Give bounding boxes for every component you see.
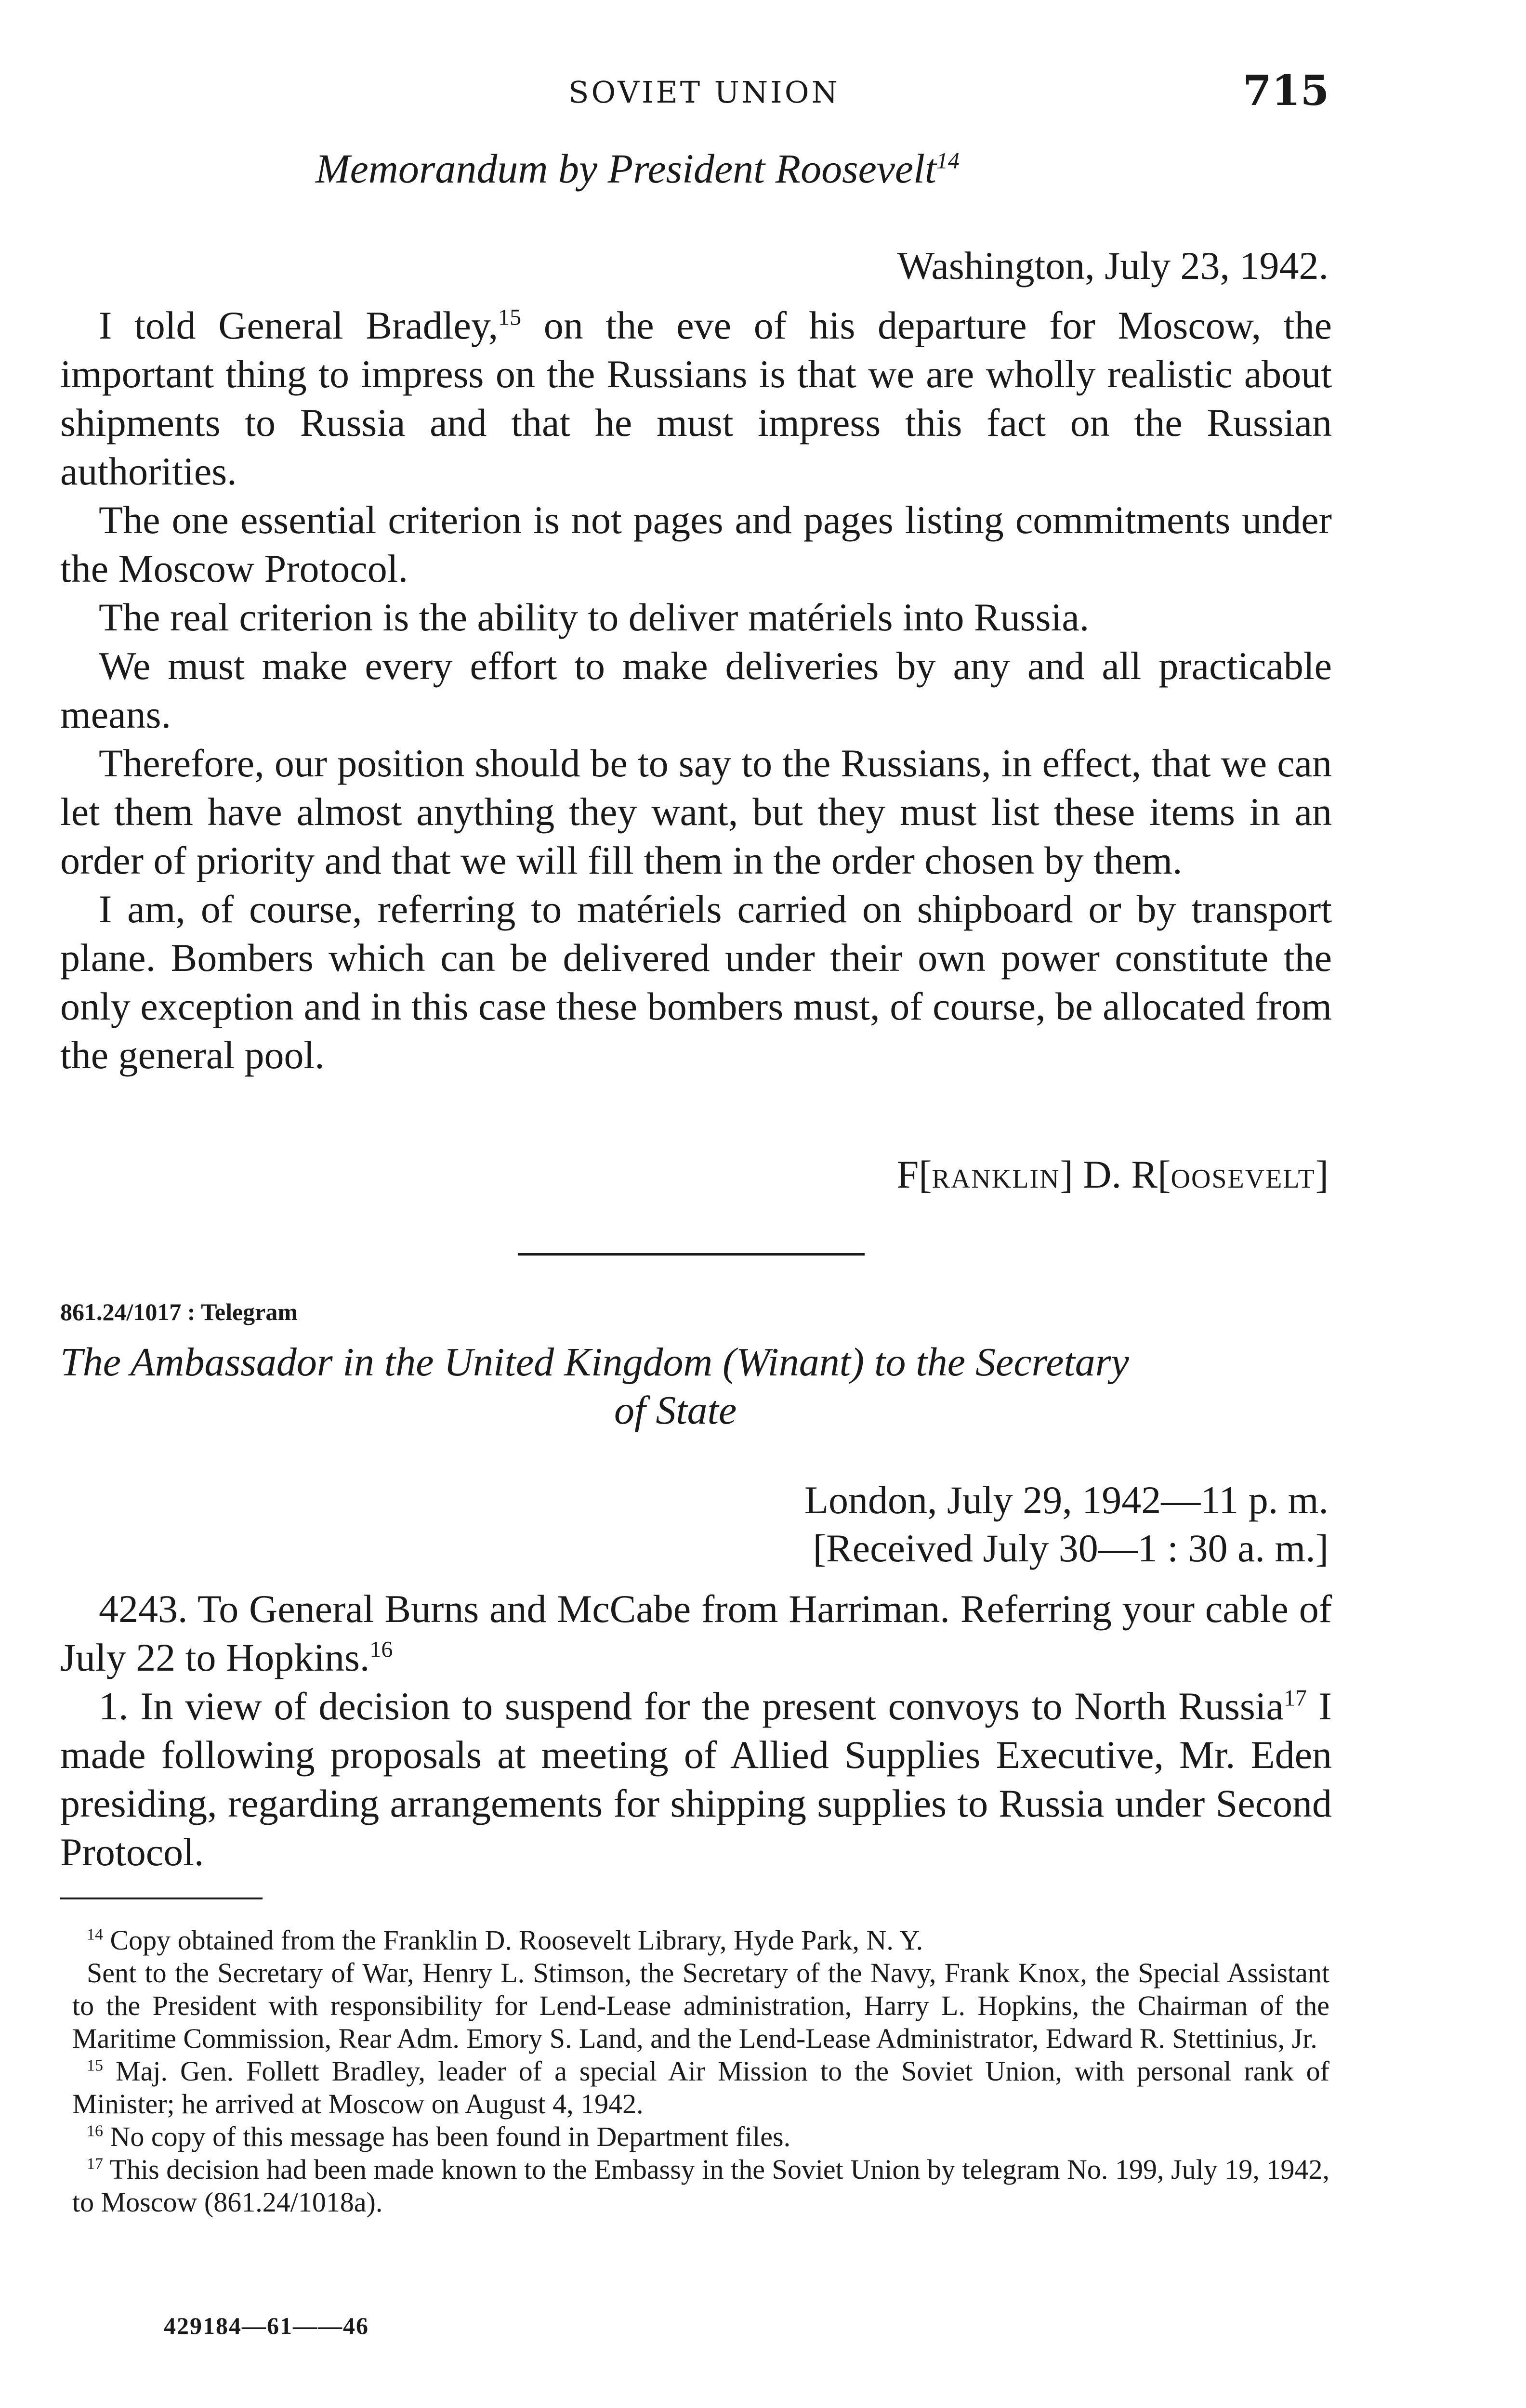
memorandum-body <box>60 301 1332 1079</box>
footnote-17 <box>72 2153 1329 2219</box>
signature <box>897 1152 1329 1197</box>
signature-part: RANKLIN <box>932 1164 1060 1194</box>
page-number: 715 <box>1243 66 1329 115</box>
footnote-text: Copy obtained from the Franklin D. Roosevelt Library, Hyde Park, N. Y. <box>103 1924 923 1956</box>
footnote-number: 17 <box>87 2155 103 2173</box>
footnote-text: No copy of this message has been found in Department files. <box>103 2121 791 2152</box>
telegram-received: [Received July 30—1 : 30 a. m.] <box>813 1526 1329 1570</box>
telegram-title-line2: of State <box>614 1388 737 1433</box>
footnote-ref-17: 17 <box>1283 1685 1307 1711</box>
signature-part: ] <box>1315 1152 1329 1196</box>
paragraph-text: 1. In view of decision to suspend for the present convoys to North Russia <box>99 1684 1284 1728</box>
telegram-body <box>60 1584 1332 1876</box>
memorandum-title-text: Memorandum by President Roosevelt <box>316 145 936 192</box>
footnote-number: 15 <box>87 2056 103 2075</box>
telegram-title-line1: The Ambassador in the United Kingdom (Winant) to the Secretary <box>60 1340 1129 1385</box>
memorandum-title <box>316 144 960 193</box>
paragraph-text: I made following proposals at meeting of Allied Supplies Executive, Mr. Eden presiding, regarding arrangements for shipping supplies to Russia under Second Protocol. <box>60 1684 1332 1874</box>
printer-mark: 429184—61——46 <box>164 2312 369 2339</box>
file-reference: 861.24/1017 : Telegram <box>60 1298 298 1325</box>
footnote-rule <box>60 1898 263 1899</box>
footnotes <box>72 1924 1329 2219</box>
paragraph-text: 4243. To General Burns and McCabe from Harriman. Referring your cable of July 22 to Hopkins. <box>60 1587 1332 1679</box>
footnote-ref-16: 16 <box>369 1636 393 1662</box>
footnote-14 <box>72 1924 1329 1957</box>
paragraph: The one essential criterion is not pages and pages listing commitments under the Moscow Protocol. <box>60 498 1332 590</box>
paragraph-text: on the eve of his departure for Moscow, the important thing to impress on the Russians is that we are wholly realistic about shipments to Russia and that he must impress this fact on the Russian authorities. <box>60 303 1332 493</box>
paragraph: We must make every effort to make deliveries by any and all practicable means. <box>60 644 1332 736</box>
footnote-number: 14 <box>87 1925 103 1944</box>
footnote-text: This decision had been made known to the Embassy in the Soviet Union by telegram No. 199, July 19, 1942, to Moscow (861.24/1018a). <box>72 2154 1329 2218</box>
memorandum-dateline: Washington, July 23, 1942. <box>897 244 1329 288</box>
paragraph <box>60 1682 1332 1876</box>
footnote-text: Maj. Gen. Follett Bradley, leader of a special Air Mission to the Soviet Union, with personal rank of Minister; he arrived at Moscow on August 4, 1942. <box>72 2055 1329 2120</box>
paragraph <box>60 1584 1332 1682</box>
paragraph: The real criterion is the ability to deliver matériels into Russia. <box>99 595 1090 639</box>
running-head: SOVIET UNION <box>568 75 840 110</box>
footnote-16 <box>72 2120 1329 2153</box>
paragraph: I am, of course, referring to matériels carried on shipboard or by transport plane. Bombers which can be delivered under their own power constitute the only exception and in this case these bombers must, of course, be allocated from the general pool. <box>60 887 1332 1077</box>
telegram-dateline: London, July 29, 1942—11 p. m. <box>804 1478 1329 1522</box>
paragraph-text: I told General Bradley, <box>99 303 499 347</box>
footnote-14-continued: Sent to the Secretary of War, Henry L. Stimson, the Secretary of the Navy, Frank Knox, the Special Assistant to the President with responsibility for Lend-Lease administration, Harry L. Hopkins, the Chairman of the Maritime Commission, Rear Adm. Emory S. Land, and the Lend-Lease Administrator, Edward R. Stettinius, Jr. <box>72 1957 1329 2054</box>
signature-part: F[ <box>896 1152 932 1196</box>
footnote-15 <box>72 2055 1329 2120</box>
paragraph <box>60 301 1332 496</box>
footnote-ref-14: 14 <box>936 148 960 174</box>
section-divider <box>518 1253 865 1256</box>
signature-part: ] D. R[ <box>1060 1152 1171 1196</box>
signature-part: OOSEVELT <box>1171 1164 1316 1194</box>
footnote-ref-15: 15 <box>498 304 522 330</box>
paragraph: Therefore, our position should be to say to the Russians, in effect, that we can let them have almost anything they want, but they must list these items in an order of priority and that we will fill them in the order chosen by them. <box>60 741 1332 882</box>
footnote-number: 16 <box>87 2122 103 2140</box>
